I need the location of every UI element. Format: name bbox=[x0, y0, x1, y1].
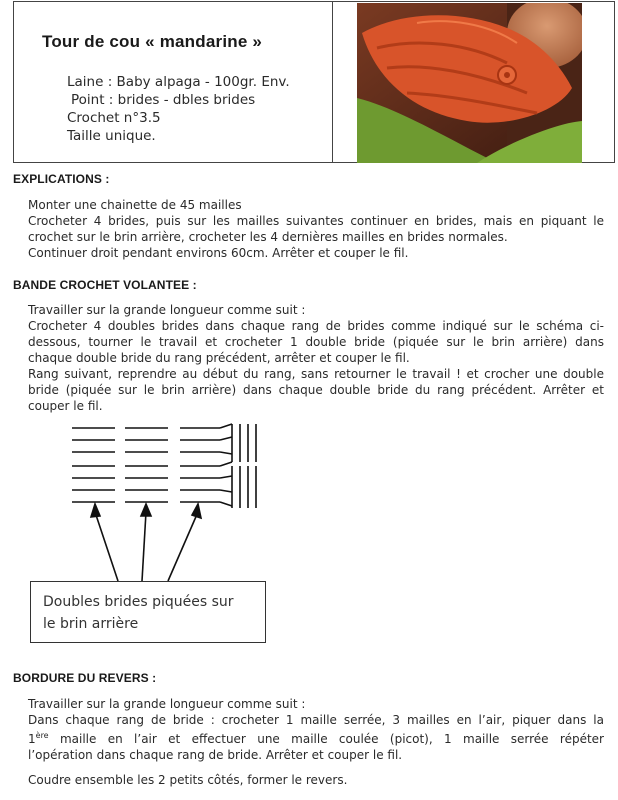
spec-size: Taille unique. bbox=[67, 128, 156, 144]
header-box bbox=[13, 1, 615, 163]
page-title: Tour de cou « mandarine » bbox=[42, 32, 263, 51]
bande-line: couper le fil. bbox=[28, 399, 103, 413]
bordure-ordinal-suffix: ère bbox=[35, 731, 49, 740]
bordure-text bbox=[28, 696, 604, 763]
section-title-explications: EXPLICATIONS : bbox=[13, 172, 110, 186]
bordure-ordinal: 1 bbox=[28, 732, 36, 746]
callout-line: Doubles brides piquées sur bbox=[43, 594, 234, 610]
spec-stitch: Point : brides - dbles brides bbox=[71, 92, 256, 108]
bordure-line-rest: maille en l’air et effectuer une maille coulée (picot), 1 maille serrée répéter bbox=[48, 732, 604, 746]
bande-line: bride (piquée sur le brin arrière) dans chaque double bride du rang précédent. Arrêter et bbox=[28, 383, 604, 397]
spec-hook: Crochet n°3.5 bbox=[67, 110, 161, 126]
spec-wool: Laine : Baby alpaga - 100gr. Env. bbox=[67, 74, 290, 90]
section-title-bande: BANDE CROCHET VOLANTEE : bbox=[13, 278, 197, 292]
bande-line: Rang suivant, reprendre au début du rang, sans retourner le travail ! et crocher une double bbox=[28, 367, 604, 381]
bordure-final: Coudre ensemble les 2 petits côtés, former le revers. bbox=[28, 773, 348, 787]
explications-line: crochet sur le brin arrière, crocheter les 4 dernières mailles en brides normales. bbox=[28, 230, 508, 244]
bordure-line: Travailler sur la grande longueur comme suit : bbox=[28, 697, 306, 711]
explications-line: Crocheter 4 brides, puis sur les mailles suivantes continuer en brides, mais en piquant le bbox=[28, 214, 604, 228]
section-title-bordure: BORDURE DU REVERS : bbox=[13, 671, 157, 685]
bande-line: Travailler sur la grande longueur comme suit : bbox=[28, 303, 306, 317]
bande-line: dessous, tourner le travail et crocheter 1 double bride (piquée sur le brin arrière) dans bbox=[28, 335, 604, 349]
bande-text bbox=[28, 302, 604, 414]
diagram-callout bbox=[30, 581, 266, 643]
explications-line: Continuer droit pendant environs 60cm. Arrêter et couper le fil. bbox=[28, 246, 409, 260]
bordure-line: l’opération dans chaque rang de bride. Arrêter et couper le fil. bbox=[28, 748, 403, 762]
bande-line: Crocheter 4 doubles brides dans chaque rang de brides comme indiqué sur le schéma ci- bbox=[28, 319, 604, 333]
stitch-diagram bbox=[60, 420, 280, 588]
callout-text bbox=[43, 591, 234, 635]
bande-line: chaque double bride du rang précédent, arrêter et couper le fil. bbox=[28, 351, 410, 365]
bordure-line: Dans chaque rang de bride : crocheter 1 maille serrée, 3 mailles en l’air, piquer dans la bbox=[28, 713, 604, 727]
header-divider bbox=[332, 2, 333, 162]
callout-line: le brin arrière bbox=[43, 616, 139, 632]
bordure-line-with-superscript bbox=[28, 728, 604, 747]
explications-text bbox=[28, 197, 604, 261]
product-photo bbox=[357, 3, 582, 163]
scarf-photo-illustration bbox=[357, 3, 582, 163]
explications-line: Monter une chainette de 45 mailles bbox=[28, 198, 242, 212]
